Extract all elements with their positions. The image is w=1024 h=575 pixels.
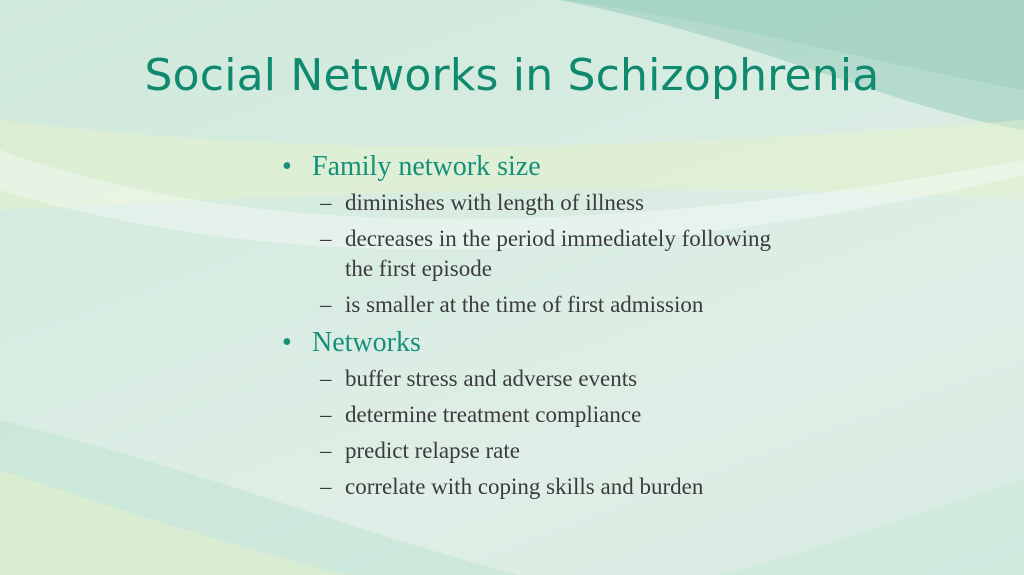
sub-item: – decreases in the period immediately following the first episode — [320, 226, 772, 281]
dash-icon: – — [320, 402, 332, 427]
dash-icon: – — [320, 190, 332, 215]
bullet-dot-icon: • — [282, 327, 292, 358]
dash-icon: – — [320, 226, 332, 251]
bullet-family-network-size — [282, 150, 802, 184]
dash-icon: – — [320, 474, 332, 499]
sub-item: – is smaller at the time of first admission — [282, 290, 802, 320]
sub-list-networks — [282, 364, 802, 502]
sub-item: – buffer stress and adverse events — [282, 364, 802, 394]
bullet-dot-icon: • — [282, 151, 292, 182]
dash-icon: – — [320, 292, 332, 317]
bullet-networks — [282, 326, 802, 360]
sub-item: – diminishes with length of illness — [282, 188, 802, 218]
dash-icon: – — [320, 438, 332, 463]
bullet-label: Networks — [312, 327, 421, 358]
slide-title: Social Networks in Schizophrenia — [144, 50, 880, 101]
sub-list-family-network — [282, 188, 802, 320]
bullet-label: Family network size — [312, 151, 541, 182]
dash-icon: – — [320, 366, 332, 391]
sub-item: – predict relapse rate — [282, 436, 802, 466]
slide-body — [282, 148, 802, 508]
sub-item: – determine treatment compliance — [282, 400, 802, 430]
sub-item: – correlate with coping skills and burden — [282, 472, 802, 502]
